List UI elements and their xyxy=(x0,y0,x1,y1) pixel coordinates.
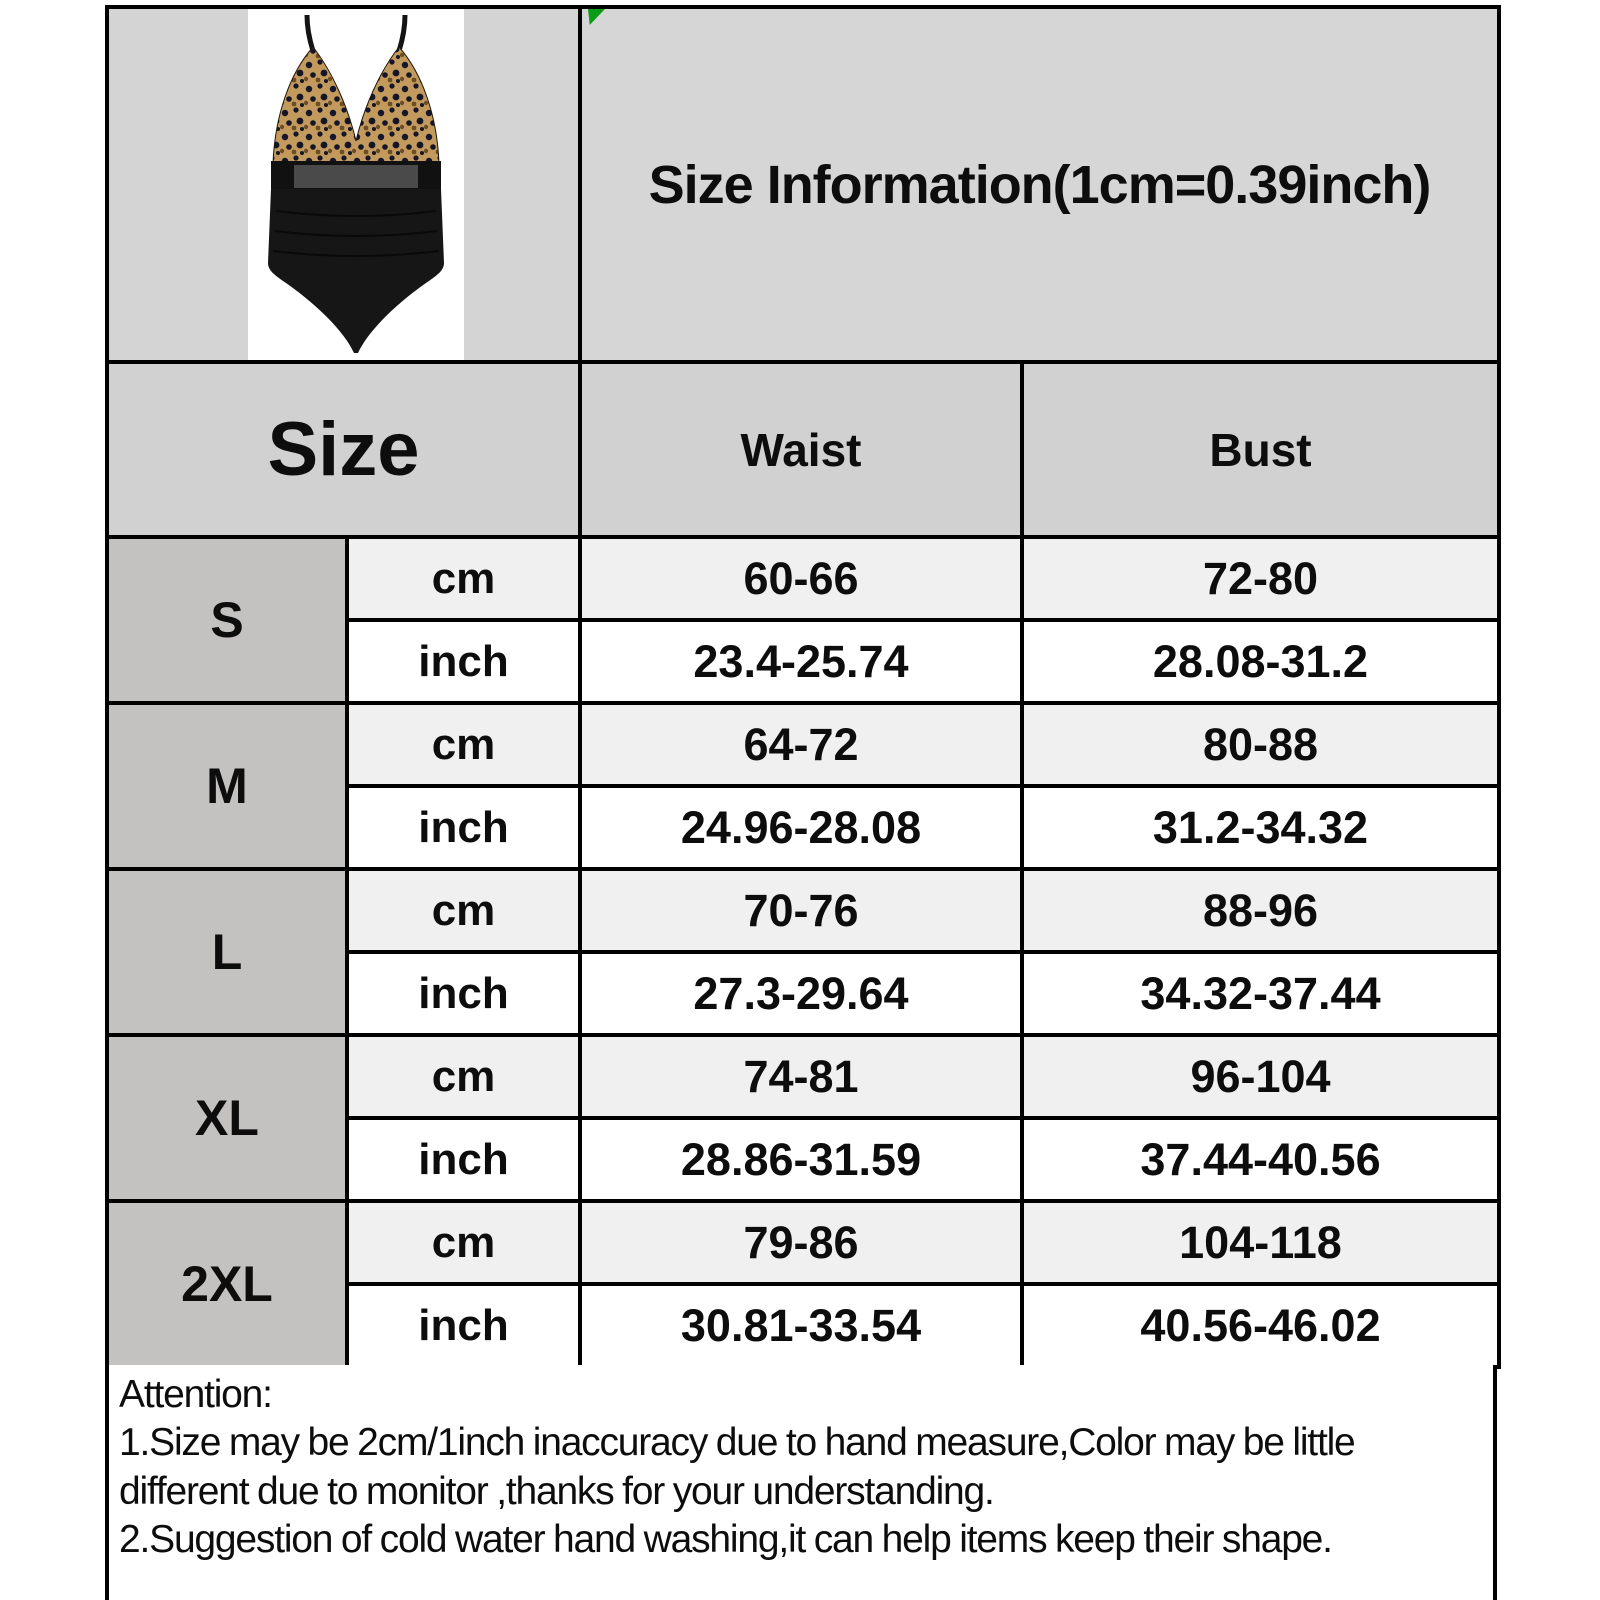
table-row xyxy=(107,869,1499,952)
waist-cm-value: 74-81 xyxy=(580,1035,1022,1118)
unit-inch-label: inch xyxy=(347,1284,580,1367)
unit-cm-label: cm xyxy=(347,1201,580,1284)
attention-heading: Attention: xyxy=(119,1373,272,1416)
waist-cm-value: 64-72 xyxy=(580,703,1022,786)
bust-cm-value: 88-96 xyxy=(1022,869,1499,952)
waist-inch-value: 30.81-33.54 xyxy=(580,1284,1022,1367)
size-chart-sheet xyxy=(105,5,1497,1369)
header-row xyxy=(107,362,1499,537)
unit-cm-label: cm xyxy=(347,1035,580,1118)
attention-note-2: 2.Suggestion of cold water hand washing,it can help items keep their shape. xyxy=(119,1518,1332,1562)
green-corner-marker-icon xyxy=(588,9,605,25)
bust-inch-value: 28.08-31.2 xyxy=(1022,620,1499,703)
unit-inch-label: inch xyxy=(347,620,580,703)
bust-inch-value: 31.2-34.32 xyxy=(1022,786,1499,869)
page-title: Size Information(1cm=0.39inch) xyxy=(648,154,1431,215)
table-row xyxy=(107,703,1499,786)
attention-section xyxy=(105,1365,1497,1600)
unit-inch-label: inch xyxy=(347,1118,580,1201)
top-row xyxy=(107,7,1499,362)
bust-inch-value: 40.56-46.02 xyxy=(1022,1284,1499,1367)
unit-cm-label: cm xyxy=(347,537,580,620)
bust-inch-value: 34.32-37.44 xyxy=(1022,952,1499,1035)
unit-cm-label: cm xyxy=(347,869,580,952)
size-label-xl: XL xyxy=(107,1035,347,1201)
waist-cm-value: 70-76 xyxy=(580,869,1022,952)
unit-inch-label: inch xyxy=(347,952,580,1035)
waist-inch-value: 23.4-25.74 xyxy=(580,620,1022,703)
table-row xyxy=(107,1035,1499,1118)
header-bust: Bust xyxy=(1022,362,1499,537)
swimsuit-image xyxy=(256,11,456,359)
waist-inch-value: 28.86-31.59 xyxy=(580,1118,1022,1201)
unit-cm-label: cm xyxy=(347,703,580,786)
size-label-s: S xyxy=(107,537,347,703)
header-waist: Waist xyxy=(580,362,1022,537)
title-cell xyxy=(580,7,1499,362)
header-size: Size xyxy=(107,362,580,537)
waist-cm-value: 60-66 xyxy=(580,537,1022,620)
waist-cm-value: 79-86 xyxy=(580,1201,1022,1284)
product-photo xyxy=(248,9,464,360)
bust-cm-value: 96-104 xyxy=(1022,1035,1499,1118)
size-label-m: M xyxy=(107,703,347,869)
table-row xyxy=(107,537,1499,620)
bust-inch-value: 37.44-40.56 xyxy=(1022,1118,1499,1201)
waist-inch-value: 24.96-28.08 xyxy=(580,786,1022,869)
size-label-2xl: 2XL xyxy=(107,1201,347,1367)
product-photo-cell xyxy=(107,7,580,362)
bust-cm-value: 80-88 xyxy=(1022,703,1499,786)
bust-cm-value: 104-118 xyxy=(1022,1201,1499,1284)
bust-cm-value: 72-80 xyxy=(1022,537,1499,620)
size-label-l: L xyxy=(107,869,347,1035)
table-row xyxy=(107,1201,1499,1284)
unit-inch-label: inch xyxy=(347,786,580,869)
size-chart-table xyxy=(105,5,1501,1369)
attention-note-1: 1.Size may be 2cm/1inch inaccuracy due to hand measure,Color may be little different due to monitor ,thanks for your understanding. xyxy=(119,1421,1355,1513)
waist-inch-value: 27.3-29.64 xyxy=(580,952,1022,1035)
